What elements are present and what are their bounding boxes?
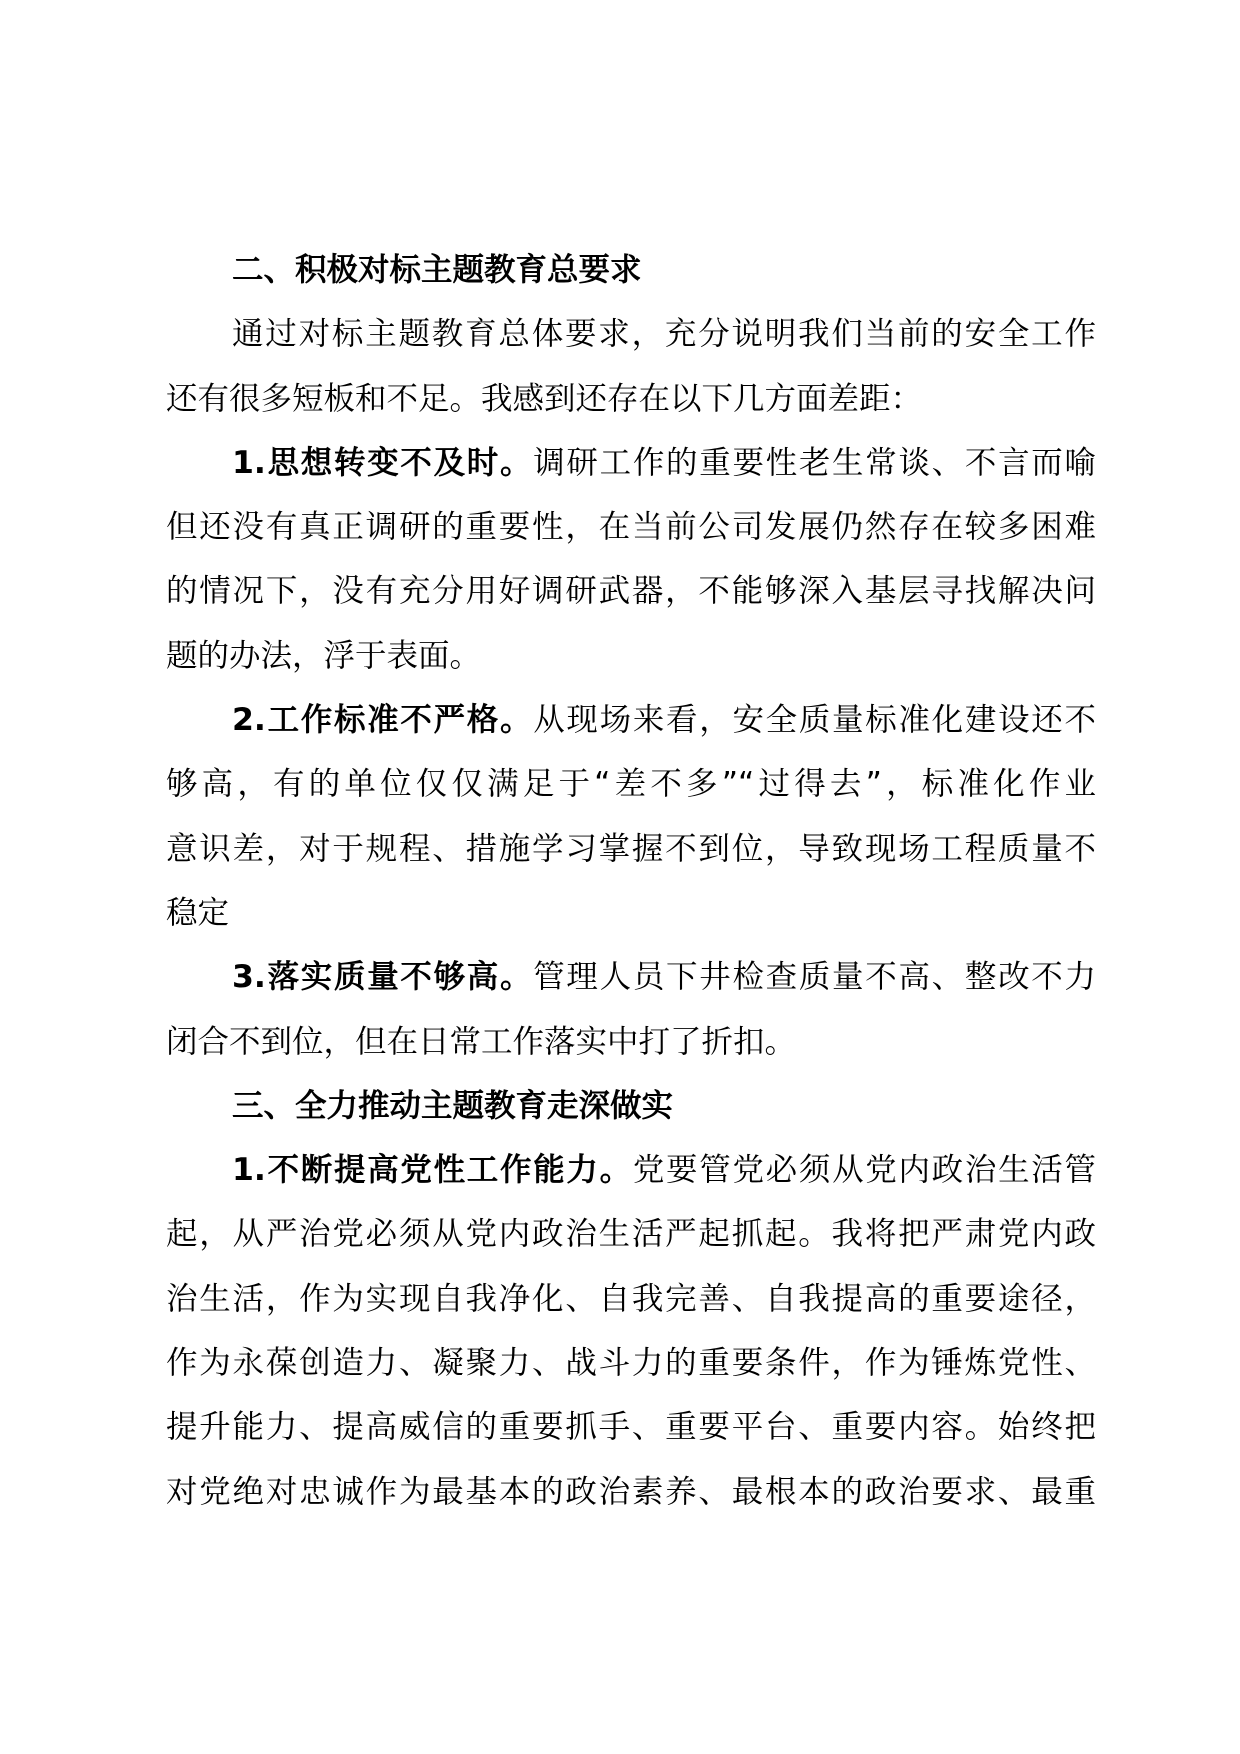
item-title: 3.落实质量不够高。 (232, 959, 534, 996)
paragraph-line (166, 431, 1096, 495)
item-text: 从现场来看，安全质量标准化建设还不 (533, 702, 1096, 739)
paragraph-line (166, 1138, 1096, 1202)
section-heading-2: 二、积极对标主题教育总要求 (232, 252, 642, 288)
paragraph-intro (166, 302, 1096, 431)
paragraph-line (166, 945, 1096, 1009)
item-title: 1.不断提高党性工作能力。 (232, 1152, 633, 1189)
paragraph-line: 还有很多短板和不足。我感到还存在以下几方面差距： (166, 380, 923, 417)
item-text: 管理人员下井检查质量不高、整改不力 (533, 959, 1096, 996)
document-page (166, 238, 1096, 1524)
paragraph-line: 题的办法，浮于表面。 (166, 637, 482, 674)
paragraph-line: 稳定 (166, 894, 230, 931)
item-title: 2.工作标准不严格。 (232, 702, 534, 739)
list-item-3-1 (166, 1138, 1096, 1524)
paragraph-line: 够高，有的单位仅仅满足于“差不多”“过得去”，标准化作业 (166, 766, 1096, 803)
paragraph-line: 但还没有真正调研的重要性，在当前公司发展仍然存在较多困难 (166, 509, 1096, 546)
item-title: 1.思想转变不及时。 (232, 444, 534, 481)
paragraph-line: 对党绝对忠诚作为最基本的政治素养、最根本的政治要求、最重 (166, 1473, 1096, 1510)
list-item-1 (166, 431, 1096, 688)
paragraph-line: 起，从严治党必须从党内政治生活严起抓起。我将把严肃党内政 (166, 1216, 1096, 1253)
paragraph-line: 通过对标主题教育总体要求，充分说明我们当前的安全工作 (232, 316, 1096, 353)
paragraph-line: 闭合不到位，但在日常工作落实中打了折扣。 (166, 1023, 797, 1060)
list-item-3 (166, 945, 1096, 1074)
section-heading-3: 三、全力推动主题教育走深做实 (232, 1087, 674, 1124)
paragraph-line (166, 688, 1096, 752)
paragraph-line: 作为永葆创造力、凝聚力、战斗力的重要条件，作为锤炼党性、 (166, 1345, 1096, 1382)
item-text: 党要管党必须从党内政治生活管 (632, 1152, 1096, 1189)
item-text: 调研工作的重要性老生常谈、不言而喻 (533, 444, 1096, 481)
list-item-2 (166, 688, 1096, 945)
paragraph-line: 提升能力、提高威信的重要抓手、重要平台、重要内容。始终把 (166, 1409, 1096, 1446)
paragraph-line: 治生活，作为实现自我净化、自我完善、自我提高的重要途径， (166, 1280, 1096, 1317)
paragraph-line: 的情况下，没有充分用好调研武器，不能够深入基层寻找解决问 (166, 573, 1096, 610)
paragraph-line: 意识差，对于规程、措施学习掌握不到位，导致现场工程质量不 (166, 830, 1096, 867)
